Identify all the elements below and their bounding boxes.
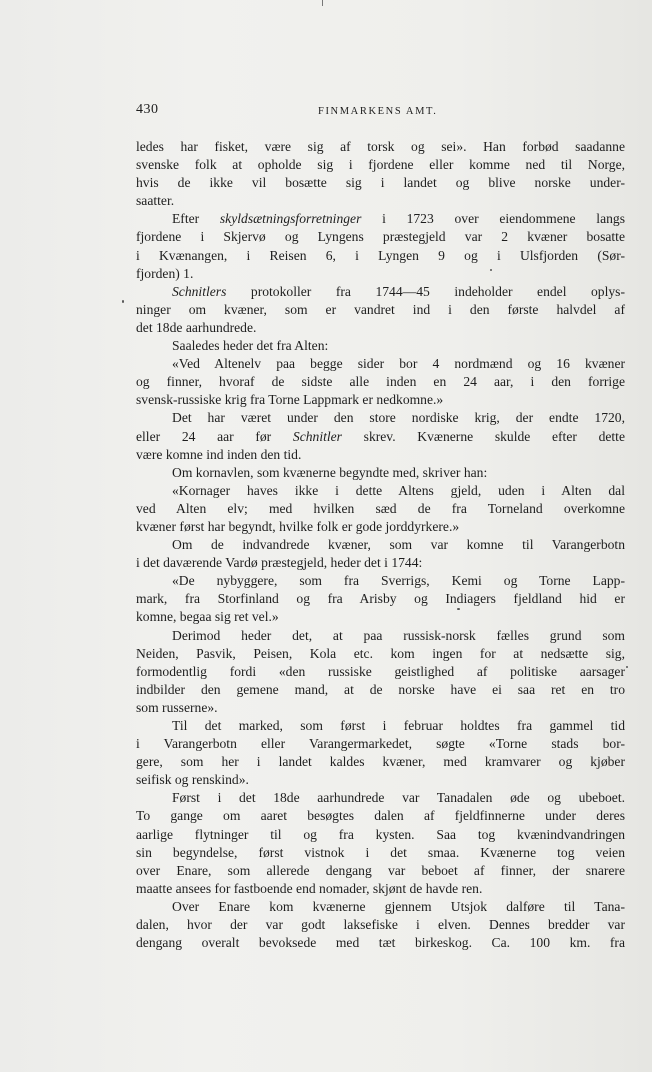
text-line: svensk-russiske krig fra Torne Lappmark er nedkomne.» — [136, 392, 444, 408]
text-line: mark, fra Storfinland og fra Arisby og Indiagers fjeldland hid er — [136, 591, 625, 607]
text-line: som russerne». — [136, 699, 218, 715]
print-speck — [626, 666, 628, 668]
text-line: Schnitlers protokoller fra 1744—45 indeholder endel oplys- — [172, 283, 625, 299]
text-line: fjordene i Skjervø og Lyngens præstegjeld var 2 kvæner bosatte — [136, 229, 625, 245]
text-line: «Ved Altenelv paa begge sider bor 4 nordmænd og 16 kvæner — [172, 356, 625, 372]
text-line: aarlige flytninger til og fra kysten. Saa tog kvænindvandringen — [136, 826, 625, 842]
text-line: i Kvænangen, i Reisen 6, i Lyngen 9 og i Ulsfjorden (Sør- — [136, 247, 625, 263]
text-line: indbilder den gemene mand, at de norske have ei saa ret en tro — [136, 681, 625, 697]
text-line: ninger om kvæner, som er vandret ind i den første halvdel af — [136, 301, 625, 317]
text-line: Det har været under den store nordiske krig, der endte 1720, — [172, 410, 625, 426]
text-line: Derimod heder det, at paa russisk-norsk fælles grund som — [172, 627, 625, 643]
text-line: «De nybyggere, som fra Sverrigs, Kemi og Torne Lapp- — [172, 573, 625, 589]
print-speck — [122, 300, 124, 303]
text-line: formodentlig fordi «den russiske geistlighed af politiske aarsager — [136, 663, 625, 679]
text-line: Efter skyldsætningsforretninger i 1723 over eiendommene langs — [172, 211, 625, 227]
text-line: Først i det 18de aarhundrede var Tanadalen øde og ubeboet. — [172, 790, 625, 806]
text-line: Om kornavlen, som kvænerne begyndte med, skriver han: — [172, 464, 488, 480]
text-line: og finner, hvoraf de sidste alle inden en 24 aar, i den forrige — [136, 374, 625, 390]
text-line: Neiden, Pasvik, Peisen, Kola etc. kom ingen for at nedsætte sig, — [136, 645, 625, 661]
scan-mark — [322, 0, 323, 6]
text-line: seifisk og renskind». — [136, 772, 249, 788]
text-line: det 18de aarhundrede. — [136, 319, 257, 335]
text-line: dengang overalt bevoksede med tæt birkeskog. Ca. 100 km. fra — [136, 935, 625, 951]
text-line: To gange om aaret besøgtes dalen af fjeldfinnerne under deres — [136, 808, 625, 824]
text-line: hvis de ikke vil bosætte sig i landet og blive norske under- — [136, 175, 625, 191]
text-line: svenske folk at opholde sig i fjordene eller komme ned til Norge, — [136, 157, 625, 173]
page-number: 430 — [136, 102, 159, 117]
text-line: fjorden) 1. — [136, 265, 194, 281]
print-speck — [457, 608, 460, 610]
print-speck — [490, 269, 492, 271]
text-line: eller 24 aar før Schnitler skrev. Kvænerne skulde efter dette — [136, 428, 625, 444]
running-head: FINMARKENS AMT. — [318, 106, 438, 117]
text-line: være komne ind inden den tid. — [136, 446, 302, 462]
text-line: i det daværende Vardø præstegjeld, heder det i 1744: — [136, 555, 423, 571]
body-text — [136, 138, 625, 952]
text-line: Til det marked, som først i februar holdtes fra gammel tid — [172, 718, 625, 733]
text-line: ved Alten elv; med hvilken sæd de fra Torneland overkomne — [136, 500, 625, 516]
text-line: dalen, hvor der var godt laksefiske i elven. Dennes bredder var — [136, 917, 625, 933]
text-line: i Varangerbotn eller Varangermarkedet, søgte «Torne stads bor- — [136, 736, 625, 752]
text-line: Om de indvandrede kvæner, som var komne til Varangerbotn — [172, 537, 625, 553]
text-line: gere, som her i landet kaldes kvæner, med kramvarer og kjøber — [136, 754, 625, 770]
text-line: kvæner først har begyndt, hvilke folk er gode jorddyrkere.» — [136, 518, 460, 534]
text-line: komne, begaa sig ret vel.» — [136, 609, 279, 625]
text-line: Saaledes heder det fra Alten: — [172, 338, 329, 354]
text-line: ledes har fisket, være sig af torsk og sei». Han forbød saadanne — [136, 139, 625, 154]
text-line: maatte ansees for fastboende end nomader, skjønt de havde ren. — [136, 880, 483, 896]
text-line: over Enare, som allerede dengang var beboet af finner, der snarere — [136, 862, 625, 878]
text-line: saatter. — [136, 193, 175, 209]
text-line: Over Enare kom kvænerne gjennem Utsjok dalføre til Tana- — [172, 898, 625, 914]
text-line: sin begyndelse, først vistnok i det smaa. Kvænerne tog veien — [136, 844, 625, 860]
text-line: «Kornager haves ikke i dette Altens gjeld, uden i Alten dal — [172, 482, 625, 498]
